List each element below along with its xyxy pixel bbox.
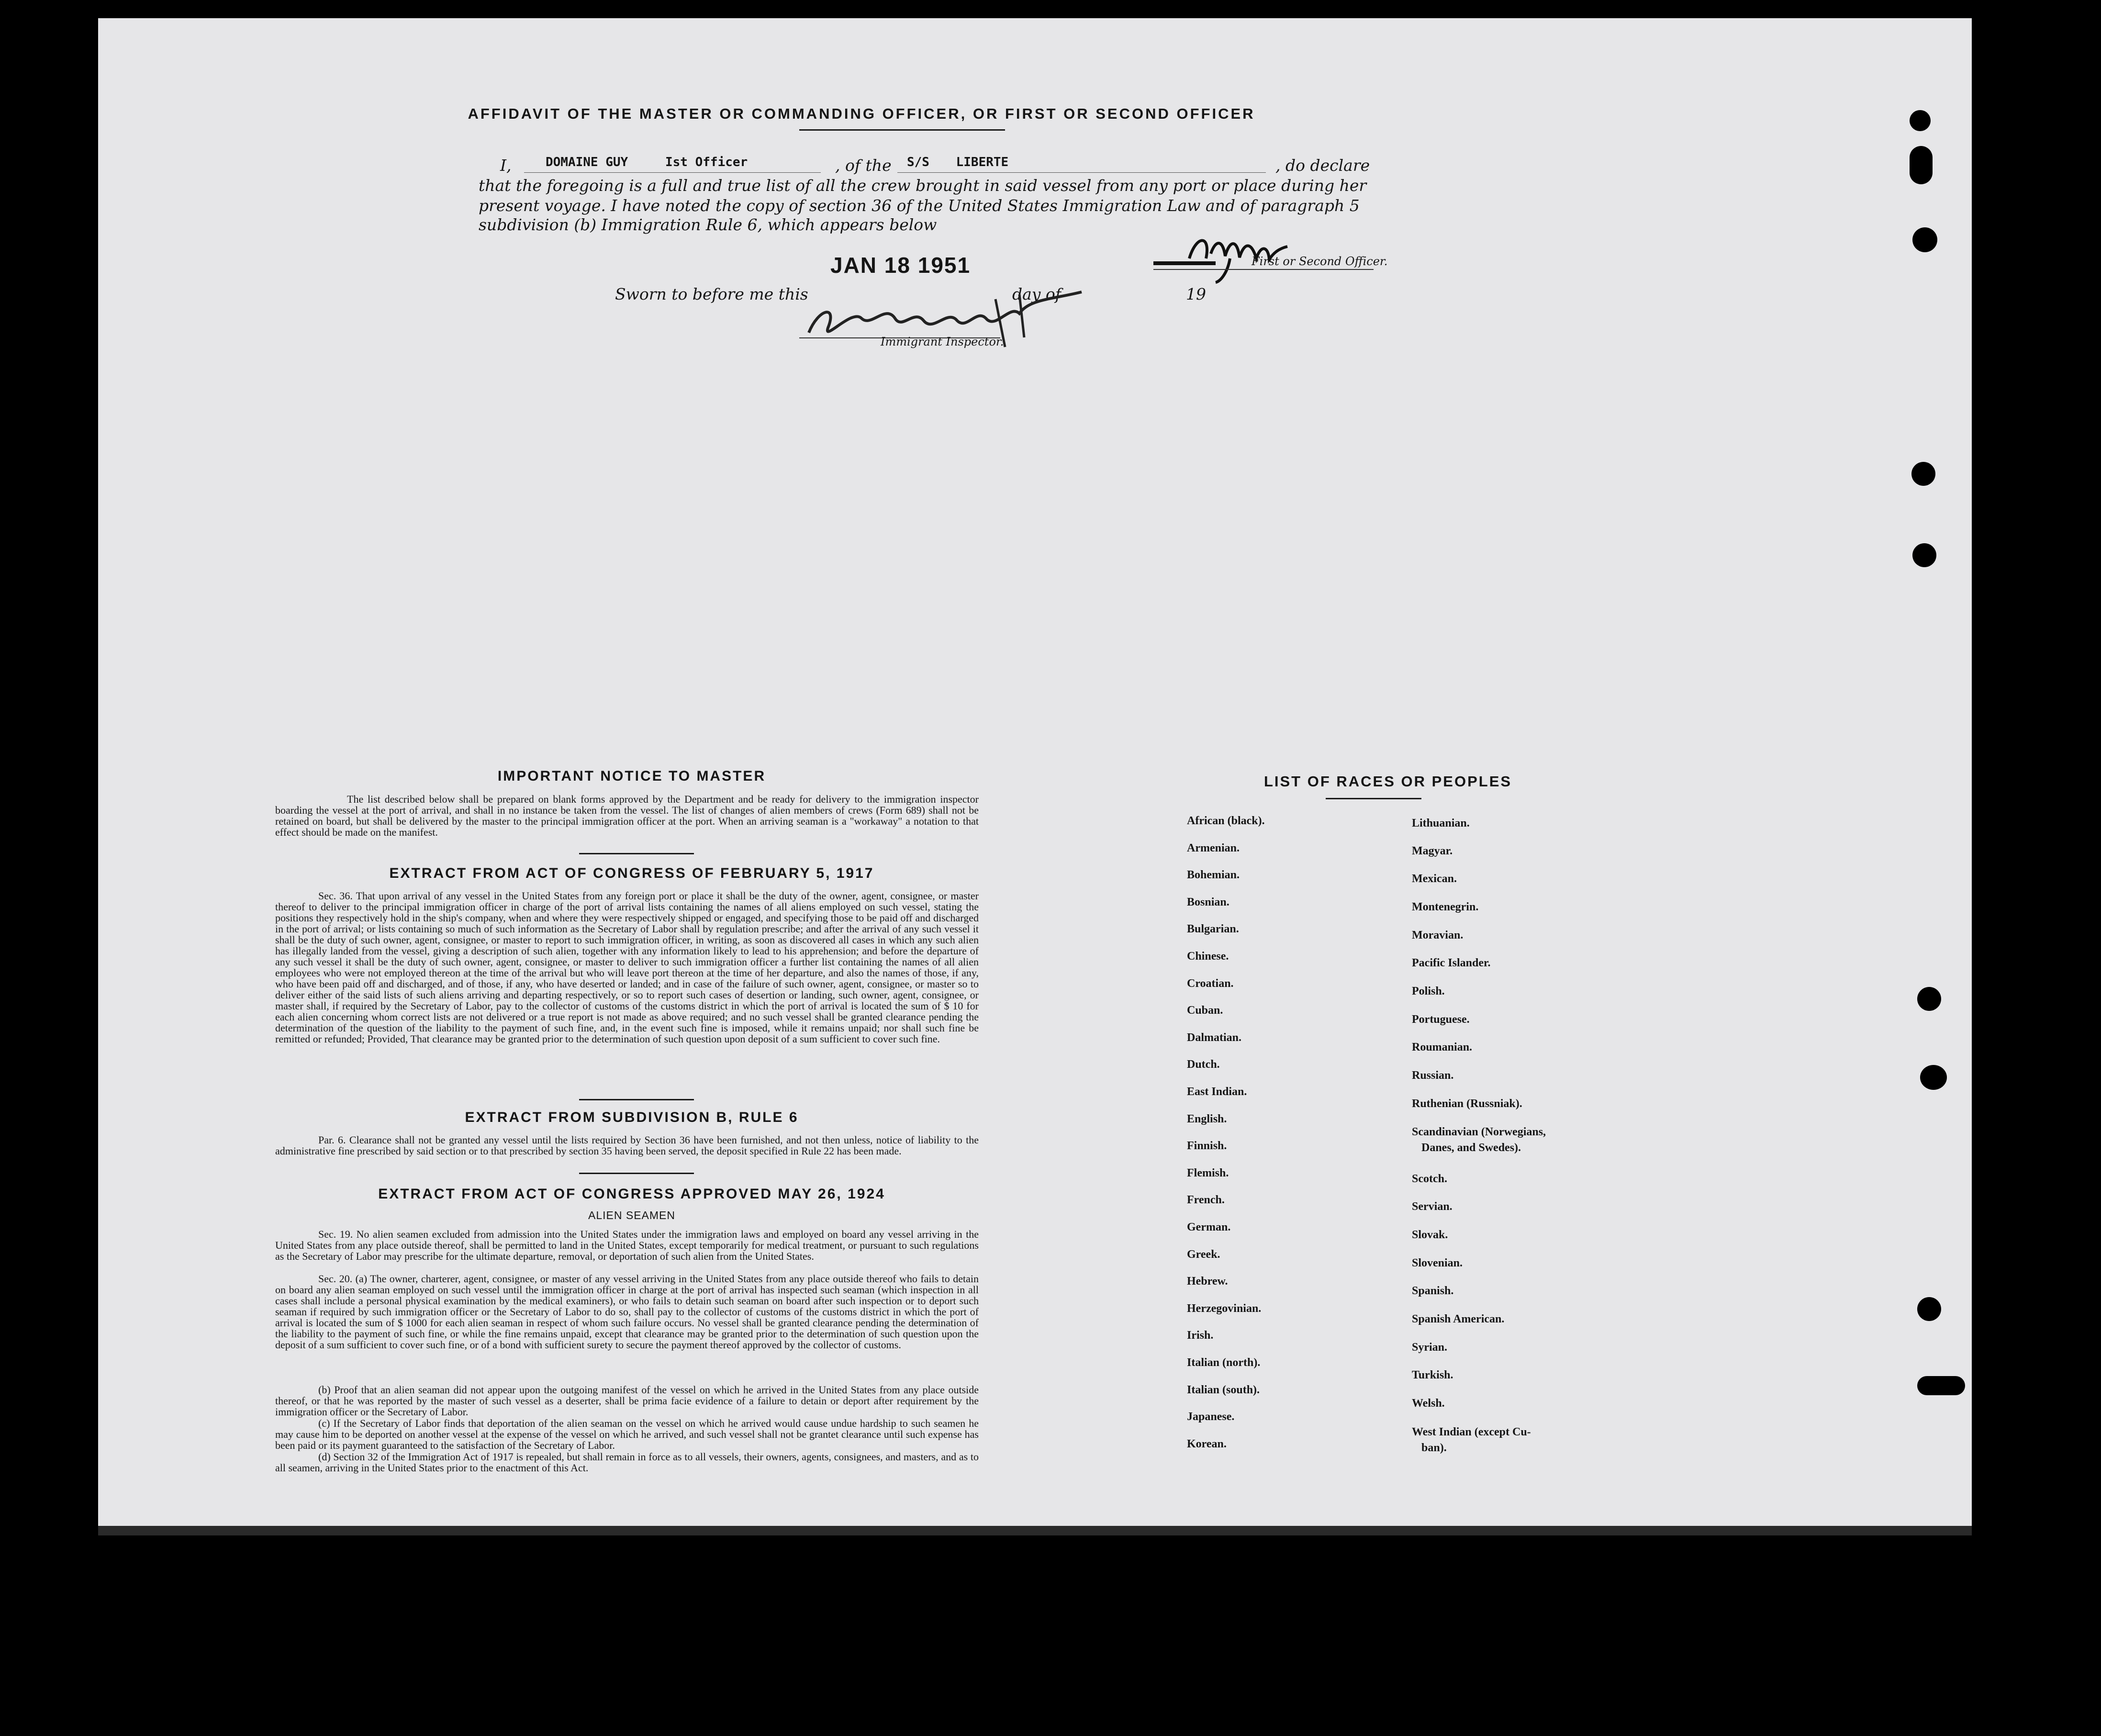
extract3-subtitle: ALIEN SEAMEN — [588, 1209, 675, 1221]
race-item: Irish. — [1187, 1329, 1214, 1342]
title-rule — [799, 129, 1005, 131]
of-the-label: , of the — [835, 156, 892, 175]
race-item: Spanish American. — [1412, 1313, 1505, 1325]
race-item: Chinese. — [1187, 950, 1229, 963]
blank-line — [897, 172, 1266, 173]
binder-hole — [1917, 1376, 1965, 1395]
race-item: Russian. — [1412, 1069, 1454, 1082]
extract3-para-3: (b) Proof that an alien seaman did not appear upon the outgoing manifest of the vessel on which he arrived in the United States from any place outside thereof, or that he was reported by the master of such vessel as a deserter, shall be prima facie evidence of a failure to detain or deport after requirement by the immigration officer or the Secretary of Labor. — [275, 1384, 979, 1418]
affidavit-title: AFFIDAVIT OF THE MASTER OR COMMANDING OFFICER, OR FIRST OR SECOND OFFICER — [468, 105, 1255, 122]
race-item: Polish. — [1412, 985, 1445, 997]
race-item: Mexican. — [1412, 873, 1457, 885]
binder-hole — [1917, 987, 1941, 1011]
race-item: Portuguese. — [1412, 1013, 1470, 1026]
race-item: Scandinavian (Norwegians, — [1412, 1126, 1546, 1138]
race-item: Moravian. — [1412, 929, 1464, 941]
binder-hole — [1910, 146, 1933, 184]
race-item: Herzegovinian. — [1187, 1302, 1262, 1315]
page-edge — [98, 1526, 1972, 1535]
blank-line — [524, 172, 821, 173]
race-item: Korean. — [1187, 1437, 1227, 1450]
declare-label: , do declare — [1275, 156, 1370, 175]
notice-title: IMPORTANT NOTICE TO MASTER — [497, 768, 766, 784]
affidavit-line-2: that the foregoing is a full and true list of all the crew brought in said vessel from any port or place during her — [479, 176, 1367, 195]
day-of-label: day of — [1012, 285, 1062, 303]
race-item: Flemish. — [1187, 1166, 1229, 1179]
race-item: Syrian. — [1412, 1341, 1448, 1354]
race-item: Roumanian. — [1412, 1041, 1473, 1053]
date-stamp: JAN 18 1951 — [830, 253, 971, 278]
inspector-caption: Immigrant Inspector. — [881, 335, 1004, 348]
extract3-para-5: (d) Section 32 of the Immigration Act of 1917 is repealed, but shall remain in force as to all vessels, their owners, agents, consignees, and masters, and as to all seamen, arriving in the United States prior to the enactment of this Act. — [275, 1451, 979, 1474]
race-item: Bosnian. — [1187, 896, 1229, 908]
officer-rank: Ist Officer — [665, 155, 748, 169]
race-item: Danes, and Swedes). — [1421, 1142, 1521, 1154]
race-item: Armenian. — [1187, 841, 1240, 854]
extract3-title: EXTRACT FROM ACT OF CONGRESS APPROVED MAY 26, 1924 — [378, 1186, 885, 1202]
race-item: ban). — [1421, 1442, 1447, 1454]
race-item: Bohemian. — [1187, 869, 1240, 882]
binder-hole — [1912, 227, 1937, 252]
race-item: Magyar. — [1412, 845, 1453, 857]
race-item: Dalmatian. — [1187, 1031, 1241, 1044]
binder-hole — [1911, 462, 1935, 486]
race-item: Greek. — [1187, 1248, 1220, 1261]
race-item: Ruthenian (Russniak). — [1412, 1098, 1522, 1110]
extract3-para-4: (c) If the Secretary of Labor finds that deportation of the alien seaman on the vessel on which he arrived would cause undue hardship to such seamen he may cause him to be deported on another vessel at the expense of the vessel on which he arrived, and such vessel shall not be grantet clearance until such expense has been paid or its payment guaranteed to the satisfaction of the Secretary of Labor. — [275, 1417, 979, 1451]
race-item: Japanese. — [1187, 1411, 1235, 1423]
race-item: English. — [1187, 1112, 1227, 1125]
race-item: Pacific Islander. — [1412, 957, 1491, 969]
race-item: Turkish. — [1412, 1369, 1453, 1381]
extract2-title: EXTRACT FROM SUBDIVISION B, RULE 6 — [465, 1109, 799, 1125]
race-item: Finnish. — [1187, 1140, 1227, 1153]
section-rule — [579, 853, 694, 854]
extract1-title: EXTRACT FROM ACT OF CONGRESS OF FEBRUARY 5, 1917 — [389, 865, 874, 881]
race-item: Italian (south). — [1187, 1383, 1260, 1396]
officer-name: DOMAINE GUY — [546, 155, 628, 169]
notice-body: The list described below shall be prepared on blank forms approved by the Department and be ready for delivery to the immigration inspector boarding the vessel at the port of arrival, and shall in no instance be taken from the vessel. The list of changes of alien members of crews (Form 689) shall not be retained on board, but shall be delivered by the master to the principal immigration officer at the port. When an arriving seaman is a "workaway" a notation to that effect should be made on the manifest. — [275, 793, 979, 838]
race-item: Montenegrin. — [1412, 901, 1479, 913]
race-item: Hebrew. — [1187, 1275, 1228, 1288]
race-item: Bulgarian. — [1187, 923, 1239, 936]
extract3-para-1: Sec. 19. No alien seamen excluded from admission into the United States under the immigration laws and employed on board any vessel arriving in the United States from any place outside thereof, shall be permitted to land in the United States, except temporarily for medical treatment, or pursuant to such regulations as the Secretary of Labor may prescribe for the ultimate departure, removal, or deportation of such alien from the United States. — [275, 1228, 979, 1262]
race-item: Lithuanian. — [1412, 817, 1470, 829]
race-item: Scotch. — [1412, 1173, 1447, 1185]
affidavit-line-1 — [500, 154, 1386, 173]
races-title: LIST OF RACES OR PEOPLES — [1263, 773, 1512, 790]
race-item: East Indian. — [1187, 1086, 1247, 1098]
extract2-body: Par. 6. Clearance shall not be granted any vessel until the lists required by Section 36 have been furnished, and not then unless, notice of liability to the administrative fine prescribed by said section or to that prescribed by section 35 having been served, the deposit specified in Rule 22 has been made. — [275, 1134, 979, 1157]
year-label: 19 — [1186, 285, 1206, 303]
binder-hole — [1912, 543, 1936, 567]
extract1-body: Sec. 36. That upon arrival of any vessel in the United States from any foreign port or place it shall be the duty of the owner, agent, consignee, or master thereof to deliver to the principal immigration officer in charge of the port of arrival lists containing the names of all aliens employed on such vessel, stating the positions they respectively hold in the ship's company, when and where they were respectively shipped or engaged, and specifying those to be paid off and discharged in the port of arrival; or lists containing so much of such information as the Secretary of Labor shall by regulation prescribe; and after the arrival of any such vessel it shall be the duty of such owner, agent, consignee, or master to report to such immigration officer, in writing, as soon as discovered all cases in which any such alien has illegally landed from the vessel, giving a description of such alien, together with any information likely to lead to his apprehension; and before the departure of any such vessel it shall be the duty of such owner, agent, consignee, or master to deliver to such immigration officer a further list containing the names of all alien employees who were not employed thereon at the time of the arrival but who will leave port thereon at the time of her departure, and also the names of those, if any, who have been paid off and discharged, and of those, if any, who have deserted or landed; and in case of the failure of such owner, agent, consignee, or master so to deliver either of the said lists of such aliens arriving and departing respectively, or so to report such cases of desertion or landing, such owner, agent, consignee, or master shall, if required by the Secretary of Labor, pay to the collector of customs of the customs district in which the port of arrival is located the sum of $ 10 for each alien concerning whom correct lists are not delivered or a true report is not made as above required; and no such vessel shall be granted clearance pending the determination of the question of the liability to the payment of such fine, and, in the event such fine is imposed, while it remains unpaid; nor shall such fine be remitted or refunded; Provided, That clearance may be granted prior to the determination of such question upon deposit of a sum sufficient to cover such fine. — [275, 890, 979, 1045]
binder-hole — [1920, 1065, 1947, 1090]
extract3-para-2: Sec. 20. (a) The owner, charterer, agent, consignee, or master of any vessel arriving in the United States from any place outside thereof who fails to detain on board any alien seaman employed on such vessel until the immigration officer in charge at the port of arrival has inspected such seaman (which inspection in all cases shall include a personal physical examination by the medical examiners), or who fails to detain such seaman on board after such inspection or to deport such seaman if required by such immigration officer or the Secretary of Labor to do so, shall pay to the collector of customs of the customs district in which the port of arrival is located the sum of $ 1000 for each alien seaman in respect of whom such failure occurs. No vessel shall be granted clearance pending the determination of the liability to the payment of such fine, or while the fine remains unpaid, except that clearance may be granted prior to the determination of such question upon the deposit of a sum sufficient to cover such fine, or of a bond with sufficient surety to secure the payment thereof approved by the collector of customs. — [275, 1273, 979, 1351]
sworn-label: Sworn to before me this — [615, 285, 808, 303]
section-rule — [579, 1099, 694, 1100]
race-item: Italian (north). — [1187, 1356, 1261, 1369]
races-rule — [1326, 798, 1421, 799]
race-item: Slovak. — [1412, 1229, 1448, 1241]
race-item: French. — [1187, 1194, 1225, 1207]
race-item: Slovenian. — [1412, 1257, 1463, 1269]
race-item: Servian. — [1412, 1200, 1453, 1213]
race-item: Dutch. — [1187, 1058, 1220, 1071]
race-item: Welsh. — [1412, 1397, 1445, 1410]
race-item: Spanish. — [1412, 1285, 1454, 1297]
section-rule — [579, 1173, 694, 1174]
officer-signature-caption: First or Second Officer. — [1252, 255, 1388, 268]
binder-hole — [1910, 110, 1931, 131]
officer-signature-line — [1153, 269, 1374, 270]
race-item: Croatian. — [1187, 977, 1234, 990]
race-item: West Indian (except Cu- — [1412, 1426, 1531, 1438]
prefix-i: I, — [500, 156, 512, 175]
vessel-name: S/S LIBERTE — [907, 155, 1009, 169]
affidavit-line-4: subdivision (b) Immigration Rule 6, which appears below — [479, 215, 937, 234]
binder-hole — [1917, 1297, 1941, 1321]
race-item: German. — [1187, 1221, 1231, 1233]
affidavit-line-3: present voyage. I have noted the copy of section 36 of the United States Immigration Law and of paragraph 5 — [479, 196, 1360, 215]
race-item: African (black). — [1187, 815, 1265, 827]
race-item: Cuban. — [1187, 1004, 1223, 1017]
